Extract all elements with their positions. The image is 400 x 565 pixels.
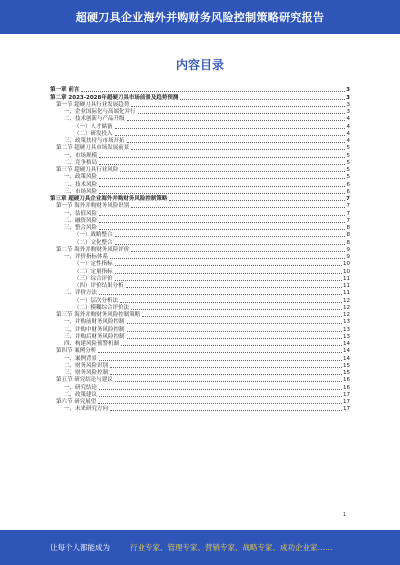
toc-leader-dots bbox=[110, 257, 345, 259]
toc-entry-page: 3 bbox=[346, 101, 350, 108]
toc-leader-dots bbox=[81, 90, 345, 92]
toc-entry-page: 14 bbox=[343, 348, 350, 355]
toc-entry[interactable] bbox=[50, 173, 350, 180]
toc-entry-label: 二、融资风险 bbox=[64, 217, 98, 224]
toc-entry-label: 二、评价方法 bbox=[64, 290, 98, 297]
toc-entry-page: 15 bbox=[343, 370, 350, 376]
footer-banner bbox=[0, 530, 400, 565]
toc-entry[interactable] bbox=[50, 347, 350, 354]
toc-entry[interactable] bbox=[50, 137, 350, 144]
toc-entry[interactable] bbox=[50, 318, 350, 325]
toc-entry-label: 二、技术风险 bbox=[64, 181, 98, 188]
toc-entry-page: 10 bbox=[343, 268, 350, 275]
toc-leader-dots bbox=[99, 388, 342, 390]
toc-entry[interactable] bbox=[50, 253, 350, 260]
toc-entry[interactable] bbox=[50, 267, 350, 274]
toc-entry-label: 一、研究结论 bbox=[64, 384, 98, 391]
toc-entry-page: 15 bbox=[343, 362, 350, 369]
toc-leader-dots bbox=[131, 206, 345, 208]
toc-entry[interactable] bbox=[50, 101, 350, 108]
toc-entry-page: 12 bbox=[343, 312, 350, 318]
toc-leader-dots bbox=[127, 322, 342, 324]
toc-leader-dots bbox=[115, 235, 345, 237]
toc-leader-dots bbox=[127, 337, 342, 339]
toc-leader-dots bbox=[115, 127, 345, 129]
toc-leader-dots bbox=[110, 409, 342, 411]
toc-entry-label: 第二章 2023-2028年超硬刀具市场前景及趋势预测 bbox=[50, 94, 179, 101]
toc-entry-page: 4 bbox=[346, 123, 350, 130]
toc-entry-page: 8 bbox=[346, 232, 350, 239]
toc-entry-label: 第四节 案例分析 bbox=[56, 348, 97, 355]
toc-entry-label: 一、并购前财务风险控制 bbox=[64, 319, 125, 326]
toc-entry-label: （二）模糊综合评价法 bbox=[74, 304, 130, 311]
toc-entry[interactable] bbox=[50, 340, 350, 347]
toc-leader-dots bbox=[142, 315, 342, 317]
toc-leader-dots bbox=[99, 228, 345, 230]
toc-leader-dots bbox=[115, 272, 342, 274]
toc-entry-page: 7 bbox=[346, 217, 350, 224]
toc-entry-label: 三、并购后财务风险控制 bbox=[64, 333, 125, 340]
toc-entry-page: 11 bbox=[343, 283, 350, 289]
toc-entry[interactable] bbox=[50, 369, 350, 376]
toc-entry-page: 17 bbox=[343, 391, 350, 398]
toc-entry[interactable] bbox=[50, 224, 350, 231]
toc-entry-label: 第二节 超硬刀具市场发展前景 bbox=[56, 145, 130, 152]
toc-leader-dots bbox=[131, 250, 345, 252]
toc-entry-label: （一）人才储备 bbox=[74, 123, 113, 130]
toc-leader-dots bbox=[99, 192, 345, 194]
toc-entry[interactable] bbox=[50, 159, 350, 166]
toc-entry-label: 第一节 海外并购财务风险识别 bbox=[56, 203, 130, 210]
toc-entry-label: 二、财务风险识别 bbox=[64, 362, 109, 369]
toc-leader-dots bbox=[115, 134, 345, 136]
toc-entry[interactable] bbox=[50, 238, 350, 245]
toc-entry-page: 4 bbox=[346, 116, 350, 123]
toc-leader-dots bbox=[99, 293, 342, 295]
toc-entry-label: （三）综合评价 bbox=[74, 275, 113, 282]
toc-entry[interactable] bbox=[50, 354, 350, 361]
toc-entry[interactable] bbox=[50, 108, 350, 115]
page-number: 1 bbox=[343, 512, 347, 518]
toc-leader-dots bbox=[120, 170, 345, 172]
toc-entry-label: 第一节 超硬刀具行业发展趋势 bbox=[56, 101, 130, 108]
toc-entry-page: 6 bbox=[346, 181, 350, 188]
toc-entry[interactable] bbox=[50, 333, 350, 340]
toc-leader-dots bbox=[127, 119, 345, 121]
toc-entry[interactable] bbox=[50, 93, 350, 100]
toc-entry[interactable] bbox=[50, 188, 350, 195]
toc-entry-page: 5 bbox=[346, 152, 350, 159]
toc-entry[interactable] bbox=[50, 166, 350, 173]
toc-leader-dots bbox=[138, 112, 345, 114]
toc-entry-page: 14 bbox=[343, 355, 350, 362]
toc-entry-label: 二、并购中财务风险控制 bbox=[64, 326, 125, 333]
header-banner bbox=[0, 0, 400, 34]
toc-entry-page: 6 bbox=[346, 188, 350, 195]
toc-entry-page: 3 bbox=[346, 109, 350, 115]
toc-entry[interactable] bbox=[50, 296, 350, 303]
toc-entry-page: 8 bbox=[346, 239, 350, 246]
toc-entry-page: 9 bbox=[346, 254, 350, 260]
toc-entry-page: 10 bbox=[343, 261, 350, 268]
toc-leader-dots bbox=[110, 366, 342, 368]
toc-leader-dots bbox=[169, 199, 345, 201]
toc-entry-label: 一、案例背景 bbox=[64, 355, 98, 362]
table-of-contents bbox=[50, 86, 350, 412]
toc-leader-dots bbox=[115, 380, 342, 382]
toc-entry-label: （二）文化整合 bbox=[74, 239, 113, 246]
toc-entry-label: （二）研发投入 bbox=[74, 130, 113, 137]
toc-entry-label: （一）战略整合 bbox=[74, 232, 113, 239]
toc-entry-page: 14 bbox=[343, 341, 350, 347]
toc-entry-page: 17 bbox=[343, 406, 350, 413]
toc-leader-dots bbox=[127, 141, 345, 143]
toc-entry-label: 二、竞争格局 bbox=[64, 159, 98, 166]
toc-entry-page: 13 bbox=[343, 319, 350, 326]
toc-entry[interactable] bbox=[50, 130, 350, 137]
toc-entry-label: 第二节 海外并购财务风险评价 bbox=[56, 246, 130, 253]
toc-entry[interactable] bbox=[50, 202, 350, 209]
toc-entry[interactable] bbox=[50, 209, 350, 216]
toc-entry-page: 8 bbox=[346, 225, 350, 231]
toc-entry[interactable] bbox=[50, 195, 350, 202]
toc-entry[interactable] bbox=[50, 151, 350, 158]
toc-entry[interactable] bbox=[50, 144, 350, 151]
footer-tagline: 行业专家、管理专家、营销专家、战略专家、成功企业家…… bbox=[130, 543, 333, 552]
toc-entry-page: 16 bbox=[343, 377, 350, 384]
toc-entry-label: 一、市场规模 bbox=[64, 152, 98, 159]
toc-entry[interactable] bbox=[50, 115, 350, 122]
toc-entry-page: 16 bbox=[343, 384, 350, 391]
toc-entry-label: 三、整合风险 bbox=[64, 225, 98, 231]
toc-leader-dots bbox=[120, 301, 342, 303]
toc-entry-page: 13 bbox=[343, 333, 350, 340]
toc-leader-dots bbox=[98, 402, 342, 404]
toc-entry-label: 一、企业国际化与高端化并行 bbox=[64, 109, 136, 115]
toc-entry-label: 一、政策风险 bbox=[64, 174, 98, 181]
toc-entry-page: 5 bbox=[346, 145, 350, 152]
toc-entry-label: 三、政策扶持与市场开拓 bbox=[64, 138, 125, 144]
toc-entry[interactable] bbox=[50, 217, 350, 224]
footer-slogan: 让每个人都能成为 bbox=[50, 543, 110, 552]
toc-entry-label: 第五节 研究结论与建议 bbox=[56, 377, 113, 384]
toc-entry-page: 4 bbox=[346, 130, 350, 137]
toc-entry-label: 第三节 海外并购财务风险控制策略 bbox=[56, 312, 141, 318]
toc-entry-label: 三、财务风险控制 bbox=[64, 370, 109, 376]
toc-leader-dots bbox=[99, 214, 345, 216]
toc-entry-page: 7 bbox=[346, 196, 350, 202]
toc-entry-page: 12 bbox=[343, 304, 350, 311]
toc-entry-label: 第六节 研究展望 bbox=[56, 399, 97, 405]
toc-entry-page: 11 bbox=[343, 275, 350, 282]
toc-entry-label: 二、政策建议 bbox=[64, 391, 98, 398]
toc-leader-dots bbox=[99, 395, 342, 397]
toc-entry[interactable] bbox=[50, 180, 350, 187]
toc-entry-page: 12 bbox=[343, 297, 350, 304]
toc-entry[interactable] bbox=[50, 231, 350, 238]
toc-entry-page: 11 bbox=[343, 290, 350, 297]
toc-entry-label: 第三章 超硬刀具企业海外并购财务风险控制策略 bbox=[50, 196, 168, 202]
header-title: 超硬刀具企业海外并购财务风险控制策略研究报告 bbox=[75, 11, 325, 24]
toc-entry-page: 13 bbox=[343, 326, 350, 333]
toc-entry[interactable] bbox=[50, 275, 350, 282]
toc-entry[interactable] bbox=[50, 383, 350, 390]
toc-entry-page: 17 bbox=[343, 399, 350, 405]
toc-leader-dots bbox=[131, 308, 342, 310]
toc-leader-dots bbox=[99, 221, 345, 223]
toc-entry[interactable] bbox=[50, 282, 350, 289]
toc-leader-dots bbox=[131, 105, 345, 107]
toc-leader-dots bbox=[99, 185, 345, 187]
toc-leader-dots bbox=[180, 98, 345, 100]
toc-entry-page: 3 bbox=[346, 87, 350, 94]
toc-entry-label: （一）层次分析法 bbox=[74, 297, 119, 304]
toc-entry-page: 7 bbox=[346, 203, 350, 210]
toc-leader-dots bbox=[127, 330, 342, 332]
toc-leader-dots bbox=[99, 163, 345, 165]
toc-entry-label: 一、评价指标体系 bbox=[64, 254, 109, 260]
toc-entry[interactable] bbox=[50, 325, 350, 332]
toc-entry[interactable] bbox=[50, 289, 350, 296]
toc-entry[interactable] bbox=[50, 376, 350, 383]
toc-leader-dots bbox=[131, 148, 345, 150]
toc-leader-dots bbox=[99, 359, 342, 361]
toc-entry-label: 四、构建风险预警机制 bbox=[64, 341, 120, 347]
toc-leader-dots bbox=[99, 156, 345, 158]
toc-entry-page: 9 bbox=[346, 246, 350, 253]
toc-entry-page: 5 bbox=[346, 159, 350, 166]
toc-entry-label: 二、技术创新与产品升级 bbox=[64, 116, 125, 123]
toc-entry[interactable] bbox=[50, 260, 350, 267]
toc-leader-dots bbox=[126, 286, 342, 288]
toc-entry-label: 第三节 超硬刀具行业风险 bbox=[56, 167, 119, 173]
toc-entry-label: （二）定量指标 bbox=[74, 268, 113, 275]
toc-entry[interactable] bbox=[50, 246, 350, 253]
toc-entry[interactable] bbox=[50, 405, 350, 412]
toc-entry-page: 5 bbox=[346, 174, 350, 181]
toc-entry[interactable] bbox=[50, 86, 350, 93]
page-title: 内容目录 bbox=[175, 58, 224, 72]
toc-entry-label: 三、市场风险 bbox=[64, 188, 98, 195]
toc-entry[interactable] bbox=[50, 398, 350, 405]
toc-leader-dots bbox=[121, 344, 342, 346]
toc-entry-label: （一）定性指标 bbox=[74, 261, 113, 268]
toc-entry-page: 5 bbox=[346, 167, 350, 173]
toc-entry-label: 第一章 前言 bbox=[50, 87, 80, 94]
toc-leader-dots bbox=[115, 279, 342, 281]
toc-leader-dots bbox=[115, 243, 345, 245]
toc-entry-label: 一、未来研究方向 bbox=[64, 406, 109, 413]
toc-entry[interactable] bbox=[50, 311, 350, 318]
toc-entry[interactable] bbox=[50, 391, 350, 398]
toc-leader-dots bbox=[115, 264, 342, 266]
toc-entry-page: 7 bbox=[346, 210, 350, 217]
toc-leader-dots bbox=[99, 177, 345, 179]
toc-leader-dots bbox=[110, 373, 342, 375]
toc-leader-dots bbox=[98, 351, 342, 353]
toc-entry-label: （四）评价结果分析 bbox=[74, 283, 124, 289]
toc-entry-label: 一、估值风险 bbox=[64, 210, 98, 217]
toc-entry[interactable] bbox=[50, 362, 350, 369]
toc-entry[interactable] bbox=[50, 304, 350, 311]
toc-entry[interactable] bbox=[50, 122, 350, 129]
toc-entry-page: 4 bbox=[346, 138, 350, 144]
toc-entry-page: 3 bbox=[346, 94, 350, 101]
